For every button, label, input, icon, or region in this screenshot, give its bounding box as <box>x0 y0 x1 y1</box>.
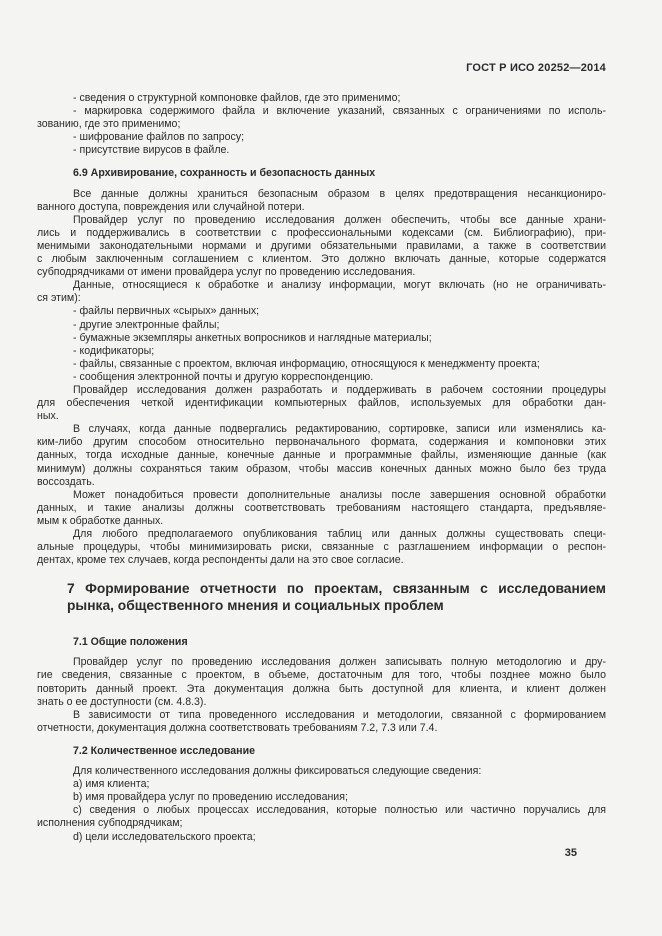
list-item <box>37 105 606 131</box>
text-line: Все данные должны храниться безопасным образом в целях предотвращения несанкциониро- <box>73 187 606 200</box>
text-line: 6.9 Архивирование, сохранность и безопасность данных <box>73 167 376 180</box>
paragraph <box>37 765 606 778</box>
paragraph <box>37 188 606 214</box>
text-line: отчетности, документация должна соответствовать требованиям 7.2, 7.3 или 7.4. <box>37 721 438 734</box>
text-line: c) сведения о любых процессах исследования, которые полностью или частично поручались для <box>73 804 606 817</box>
text-line: - кодификаторы; <box>73 344 155 357</box>
heading-7 <box>67 581 606 614</box>
paragraph <box>37 279 606 305</box>
list-item <box>37 358 606 371</box>
list-item <box>37 778 606 791</box>
text-line: ся этим): <box>37 292 81 305</box>
text-line: Для любого предполагаемого опубликования таблиц или данных должны существовать специ- <box>73 528 606 540</box>
list-item <box>37 804 606 830</box>
text-line: Для количественного исследования должны фиксироваться следующие сведения: <box>73 765 482 778</box>
list-item <box>37 791 606 804</box>
text-line: Провайдер услуг по проведению исследования должен записывать полную методологию и дру- <box>73 656 606 669</box>
text-line: 7.1 Общие положения <box>73 636 188 649</box>
text-line: ванного доступа, повреждения или случайной потери. <box>37 200 305 213</box>
text-line: данных, и такие анализы должны соответствовать требованиям настоящего стандарта, предъявляе- <box>37 501 606 514</box>
list-item <box>37 371 606 384</box>
text-line: ким-либо другим способом относительно первоначального формата, содержания и компоновки этих <box>37 436 606 449</box>
text-line: субподрядчиками от имени провайдера услуг по проведению исследования. <box>37 266 416 279</box>
text-line: зованию, где это применимо; <box>37 118 181 131</box>
list-item <box>37 831 606 844</box>
text-line: гие сведения, связанные с проектом, в объеме, достаточным для того, чтобы позднее можно было <box>37 669 606 682</box>
list-item <box>37 92 606 105</box>
list-item <box>37 319 606 332</box>
text-line: b) имя провайдера услуг по проведению исследования; <box>73 791 348 804</box>
text-line: исполнения субподрядчикам; <box>37 817 183 830</box>
text-line: В случаях, когда данные подвергались редактированию, сортировке, записи или изменялись ка- <box>73 423 606 436</box>
text-line: - шифрование файлов по запросу; <box>73 131 245 144</box>
text-line: - файлы, связанные с проектом, включая информацию, относящуюся к менеджменту проекта; <box>73 357 540 370</box>
text-line: a) имя клиента; <box>73 778 150 791</box>
text-line: минимум) должны сохраняться таким образом, чтобы массив конечных данных можно было без труда <box>37 462 606 475</box>
list-item <box>37 144 606 157</box>
paragraph <box>37 709 606 735</box>
text-line: - бумажные экземпляры анкетных вопросников и наглядные материалы; <box>73 331 432 344</box>
text-line: менимыми законодательными нормами и другими обязательными правилами, а также в соответствии <box>37 239 606 252</box>
content-wrap <box>37 0 606 860</box>
text-line: d) цели исследовательского проекта; <box>73 830 256 843</box>
text-line: данных, тогда исходные данные, конечные данные и программные файлы, изменяющие данные (как <box>37 449 606 462</box>
text-line: для обеспечения четкой идентификации компьютерных файлов, используемых для обработки дан- <box>37 397 606 410</box>
heading-7-1 <box>37 636 606 649</box>
text-line: рынка, общественного мнения и социальных проблем <box>67 597 444 613</box>
text-line: повторить данный проект. Эта документация должна быть доступной для клиента, и клиент должен <box>37 682 606 695</box>
text-line: Провайдер услуг по проведению исследования должен обеспечить, чтобы все данные храни- <box>73 213 606 226</box>
text-line: воссоздать. <box>37 475 95 488</box>
text-line: знать о ее доступности (см. 4.8.3). <box>37 695 207 708</box>
text-line: - маркировка содержимого файла и включение указаний, связанных с ограничениями по исполь- <box>73 105 606 118</box>
text-line: Данные, относящиеся к обработке и анализу информации, могут включать (но не ограничивать- <box>73 279 606 292</box>
list-item <box>37 345 606 358</box>
text-line: - присутствие вирусов в файле. <box>73 144 230 157</box>
text-line: - сообщения электронной почты и другую корреспонденцию. <box>73 370 374 383</box>
text-line: мым к обработке данных. <box>37 514 164 527</box>
paragraph <box>37 656 606 708</box>
heading-7-2 <box>37 745 606 758</box>
paragraph <box>37 528 606 567</box>
list-item <box>37 305 606 318</box>
text-line: - другие электронные файлы; <box>73 318 220 331</box>
text-line: дентах, кроме тех случаев, когда респонденты дали на это свое согласие. <box>37 554 404 567</box>
paragraph <box>37 384 606 423</box>
text-line: 7 Формирование отчетности по проектам, связанным с исследованием <box>67 581 606 597</box>
text-line: лись и поддерживались в соответствии с профессиональными кодексами (см. Библиографию), при- <box>37 226 606 239</box>
text-line: ных. <box>37 410 59 423</box>
heading-6-9 <box>37 167 606 180</box>
paragraph <box>37 214 606 279</box>
text-line: Может понадобиться провести дополнительные анализы после завершения основной обработки <box>73 488 606 501</box>
paragraph <box>37 489 606 528</box>
page-number: 35 <box>564 846 577 859</box>
document-content <box>37 92 606 844</box>
text-line: - сведения о структурной компоновке файлов, где это применимо; <box>73 92 401 104</box>
text-line: 7.2 Количественное исследование <box>73 744 255 757</box>
text-line: В зависимости от типа проведенного исследования и методологии, связанной с формированием <box>73 708 606 721</box>
text-line: с любым заключенным соглашением с клиентом. Это должно включать данные, которые содержатся <box>37 253 606 266</box>
list-item <box>37 131 606 144</box>
paragraph <box>37 423 606 488</box>
text-line: Провайдер исследования должен разработать и поддерживать в рабочем состоянии процедуры <box>73 383 606 396</box>
page-header: ГОСТ Р ИСО 20252—2014 <box>466 62 606 74</box>
text-line: - файлы первичных «сырых» данных; <box>73 305 260 318</box>
list-item <box>37 332 606 345</box>
text-line: альные процедуры, чтобы минимизировать риски, связанные с разглашением информации о респон- <box>37 541 606 554</box>
